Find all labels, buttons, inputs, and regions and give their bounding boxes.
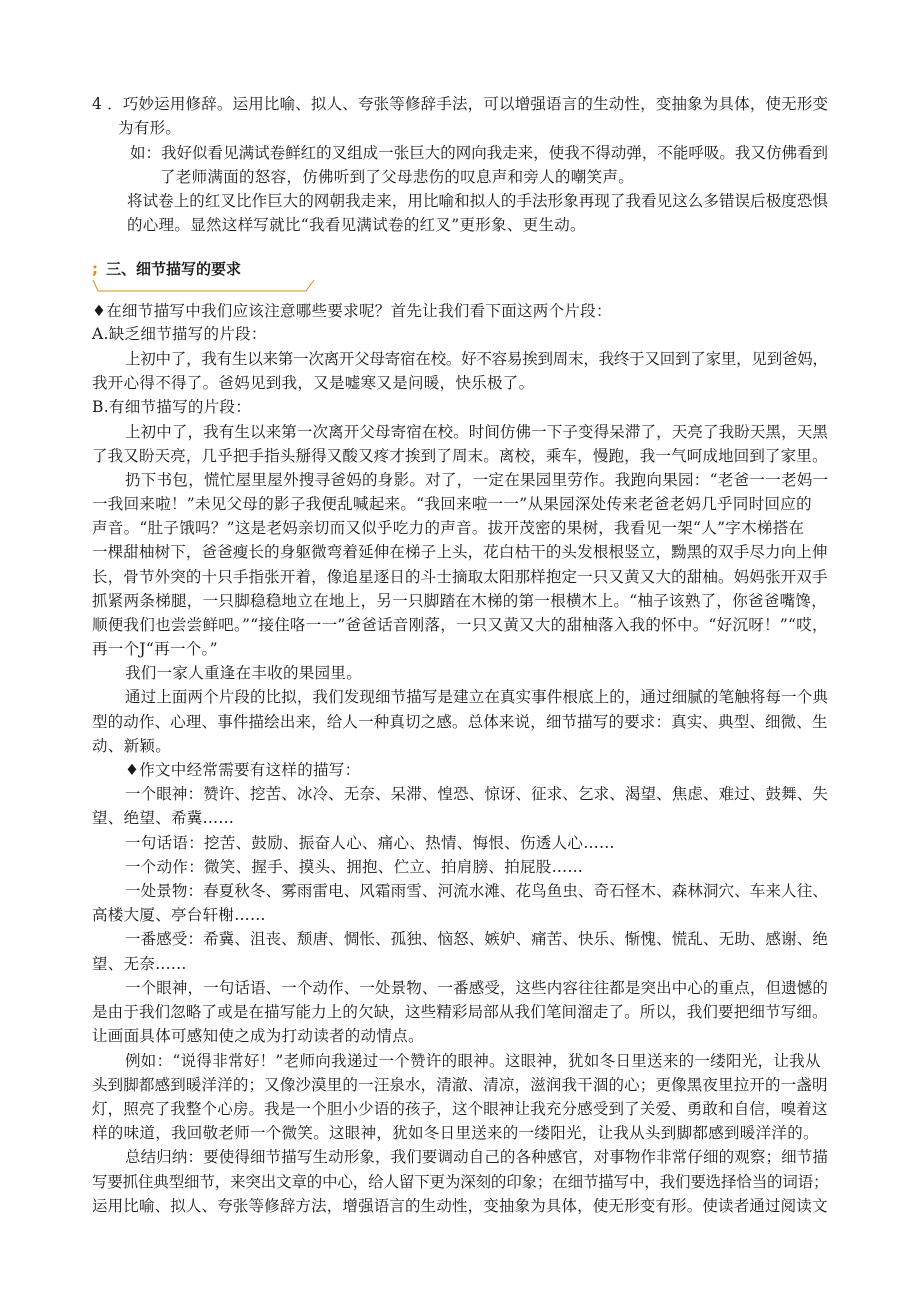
body-line: 灯，照亮了我整个心房。我是一个胆小少语的孩子，这个眼神让我充分感受到了关爱、勇敢和自信，嗅着这 [92,1100,828,1118]
body-line: 通过上面两个片段的比拟，我们发现细节描写是建立在真实事件根底上的，通过细腻的笔触将每一个典 [125,688,829,706]
example-line-2: 了老师满面的怒容，仿佛听到了父母悲伤的叹息声和旁人的嘲笑声。 [160,168,635,186]
body-line: 一个眼神：赞许、挖苦、冰冷、无奈、呆滞、惶恐、惊讶、征求、乞求、渴望、焦虑、难过、鼓舞、失 [125,785,829,803]
body-line: 望、无奈...... [92,955,187,973]
body-line: 一个动作：微笑、握手、摸头、拥抱、伫立、拍肩膀、拍屁股…… [125,858,584,876]
body-line: 头到脚都感到暖洋洋的；又像沙漠里的一汪泉水，清澈、清凉，滋润我干涸的心；更像黑夜里拉开的一盏明 [92,1076,828,1094]
body-line: 让画面具体可感知使之成为打动读者的动情点。 [92,1027,424,1045]
body-line: 型的动作、心理、事件描绘出来，给人一种真切之感。总体来说，细节描写的要求：真实、典型、细微、生 [92,713,828,731]
body-line: 写要抓住典型细节，来突出文章的中心，给人留下更为深刻的印象；在细节描写中，我们要选择恰当的词语； [92,1173,829,1191]
body-line: 是由于我们忽略了或是在描写能力上的欠缺，这些精彩局部从我们笔间溜走了。所以，我们要把细节写细。 [92,1003,828,1021]
body-line: 声音。“肚子饿吗？”这是老妈亲切而又似乎吃力的声音。拔开茂密的果树，我看见一架“人”字木梯搭在 [92,519,805,537]
body-line: 一句话语：挖苦、鼓励、振奋人心、痛心、热情、悔恨、伤透人心…… [125,834,615,852]
explanation-line-2: 的心理。显然这样写就比“我看见满试卷的红叉”更形象、更生动。 [127,216,586,234]
body-line: 总结归纳：要使得细节描写生动形象，我们要调动自己的各种感官，对事物作非常仔细的观察；细节描 [125,1148,829,1166]
section-title: 三、细节描写的要求 [106,260,242,278]
body-line: 我们一家人重逢在丰收的果园里。 [125,664,363,682]
body-line: 一棵甜柚树下，爸爸瘦长的身躯微弯着延伸在梯子上头，花白枯干的头发根根竖立，黝黑的双手尽力向上伸 [92,543,828,561]
body-line: 一番感受：希冀、沮丧、颓唐、惆怅、孤独、恼怒、嫉妒、痛苦、快乐、惭愧、慌乱、无助、感谢、绝 [125,930,829,948]
body-line: 我开心得不得了。爸妈见到我，又是嘘寒又是问暖，快乐极了。 [92,374,535,392]
body-line: 长，骨节外突的十只手指张开着，像追星逐日的斗士摘取太阳那样抱定一只又黄又大的甜柚。妈妈张开双手 [92,568,828,586]
section-marker: ; [92,260,98,278]
explanation-line-1: 将试卷上的红叉比作巨大的网朝我走来，用比喻和拟人的手法形象再现了我看见这么多错误后极度恐惧 [127,192,829,210]
body-line: 了我又盼天亮，几乎把手指头掰得又酸又疼才挨到了周末。离校，乘车，慢跑，我一气呵成地回到了家里。 [92,447,828,465]
body-line: 动、新颖。 [92,737,172,755]
body-line: 顺便我们也尝尝鲜吧。”“接住咯一一”爸爸话音刚落，一只又黄又大的甜柚落入我的怀中。“好沉呀！”“哎， [92,616,828,634]
example-line-1: 如：我好似看见满试卷鲜红的叉组成一张巨大的网向我走来，使我不得动弹，不能呼吸。我又仿佛看到 [130,144,829,162]
body-line: 样的味道，我回敬老师一个微笑。这眼神，犹如冬日里送来的一缕阳光，让我从头到脚都感到暖洋洋的。 [92,1124,819,1142]
body-line: 抓紧两条梯腿，一只脚稳稳地立在地上，另一只脚踏在木梯的第一根横木上。“柚子该熟了，你爸爸嘴馋， [92,592,828,610]
body-line: 上初中了，我有生以来第一次离开父母寄宿在校。时间仿佛一下子变得呆滞了，天亮了我盼天黑，天黑 [125,423,829,441]
item-4-line-1: 4 ．巧妙运用修辞。运用比喻、拟人、夸张等修辞手法，可以增强语言的生动性，变抽象为具体，使无形变 [92,95,829,113]
body-line: 一个眼神，一句话语、一个动作、一处景物、一番感受，这些内容往往都是突出中心的重点，但遗憾的 [125,979,829,997]
body-line: 一我回来啦！”未见父母的影子我便乱喊起来。“我回来啦一一”从果园深处传来老爸老妈几乎同时回应的 [92,495,812,513]
section-heading [92,258,241,280]
item-4-line-2: 为有形。 [118,119,182,137]
body-line: 高楼大厦、亭台轩榭…… [92,906,266,924]
body-line: 一处景物：春夏秋冬、雾雨雷电、风霜雨雪、河流水滩、花鸟鱼虫、奇石怪木、森林洞穴、车来人往、 [125,882,829,900]
body-line: 扔下书包，慌忙屋里屋外搜寻爸妈的身影。对了，一定在果园里劳作。我跑向果园：“老爸一一老妈一 [125,471,829,489]
body-line: 例如：“说得非常好！”老师向我递过一个赞许的眼神。这眼神，犹如冬日里送来的一缕阳光，让我从 [125,1052,821,1070]
body-line: B.有细节描写的片段： [92,398,252,416]
body-line: 运用比喻、拟人、夸张等修辞方法，增强语言的生动性，变抽象为具体，使无形变有形。使读者通过阅读文 [92,1197,828,1215]
body-line: 上初中了，我有生以来第一次离开父母寄宿在校。好不容易挨到周末，我终于又回到了家里，见到爸妈， [125,350,828,368]
body-line: ♦在细节描写中我们应该注意哪些要求呢？首先让我们看下面这两个片段： [92,302,612,320]
body-line: A.缺乏细节描写的片段： [92,325,267,343]
body-line: 再一个J“再一个。” [92,640,218,658]
body-line: ♦作文中经常需要有这样的描写： [125,761,361,779]
body-line: 望、绝望、希冀…… [92,809,235,827]
heading-underline [92,279,316,293]
